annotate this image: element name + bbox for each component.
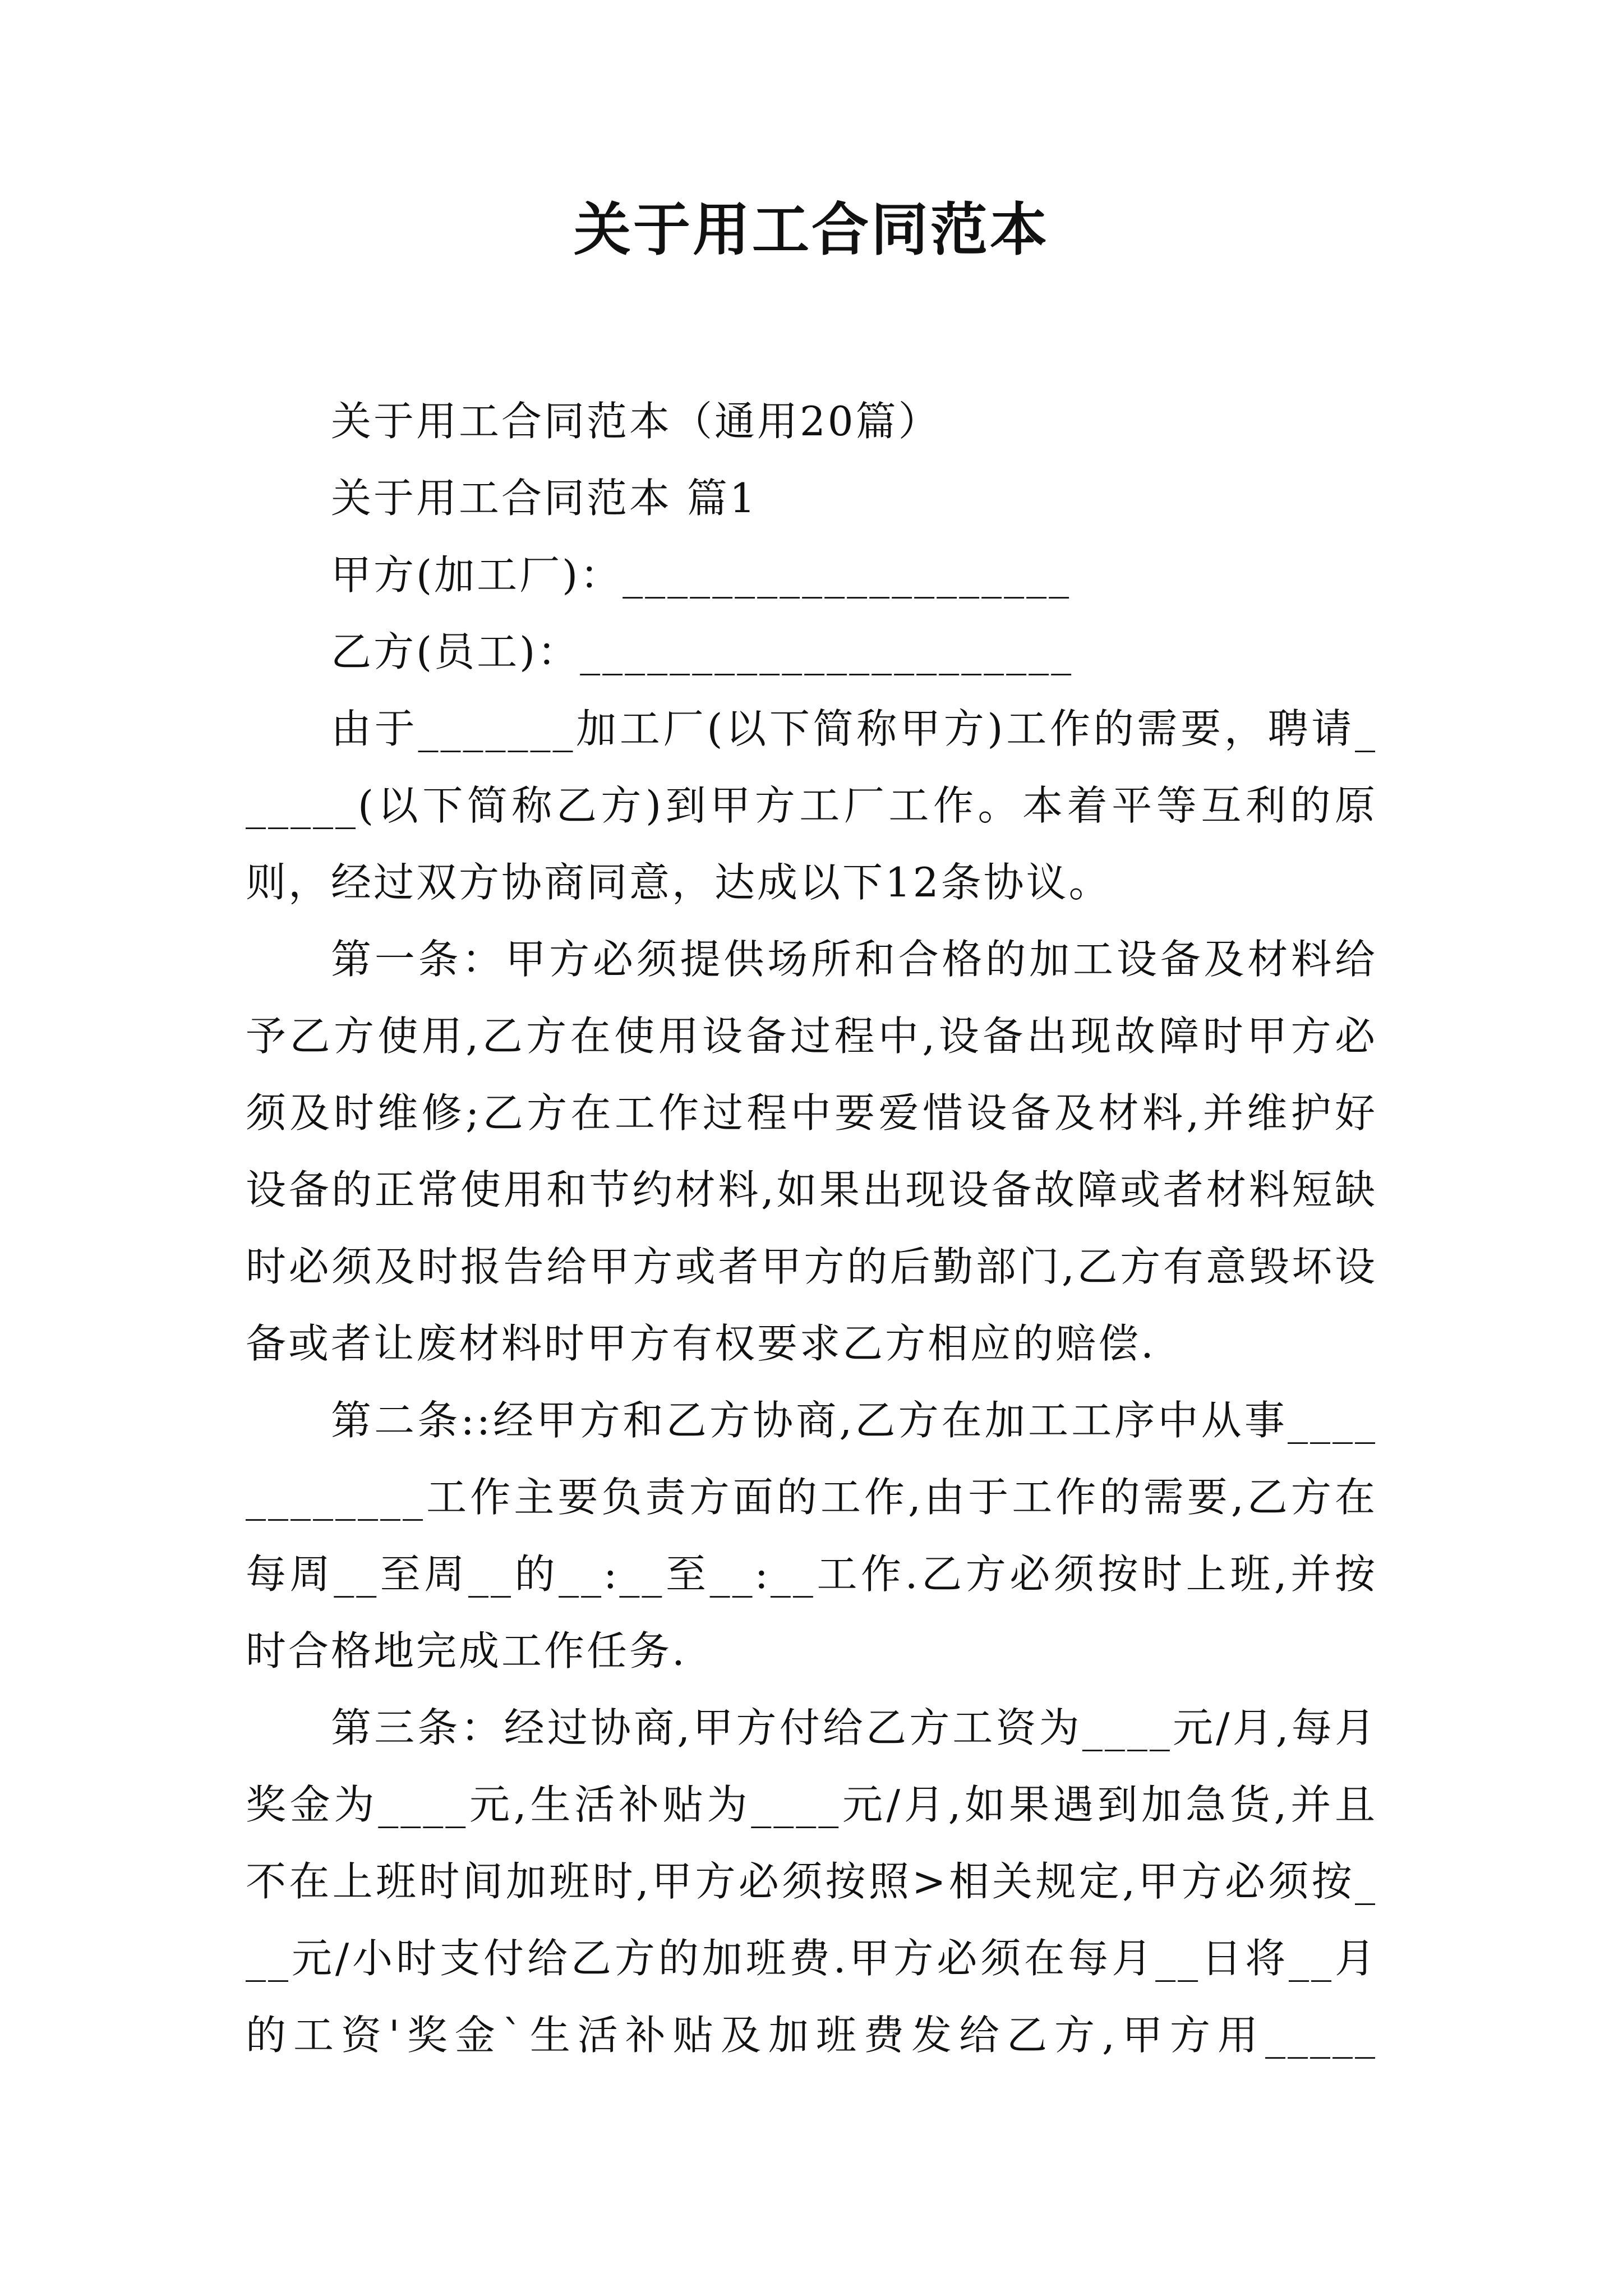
paragraph-intro: 由于_______加工厂(以下简称甲方)工作的需要，聘请______(以下简称乙方)到甲方工厂工作。本着平等互利的原则，经过双方协商同意，达成以下12条协议。 xyxy=(246,705,1377,906)
paragraph-article-1: 第一条：甲方必须提供场所和合格的加工设备及材料给予乙方使用,乙方在使用设备过程中,设备出现故障时甲方必须及时维修;乙方在工作过程中要爱惜设备及材料,并维护好设备的正常使用和节约材料,如果出现设备故障或者材料短缺时必须及时报告给甲方或者甲方的后勤部门,乙方有意毁坏设备或者让废材料时甲方有权要求乙方相应的赔偿. xyxy=(246,936,1377,1367)
paragraph-party-a: 甲方(加工厂)：____________________ xyxy=(331,551,1072,599)
paragraph-section-heading: 关于用工合同范本 篇1 xyxy=(331,475,758,522)
document-body xyxy=(246,383,1377,2074)
document-title: 关于用工合同范本 xyxy=(574,196,1049,264)
paragraph-article-2: 第二条::经甲方和乙方协商,乙方在加工工序中从事____________工作主要负责方面的工作,由于工作的需要,乙方在每周__至周__的__:__至__:__工作.乙方必须按时上班,并按时合格地完成工作任务. xyxy=(246,1397,1377,1674)
paragraph-subtitle: 关于用工合同范本（通用20篇） xyxy=(331,398,941,445)
paragraph-article-3: 第三条：经过协商,甲方付给乙方工资为____元/月,每月奖金为____元,生活补贴为____元/月,如果遇到加急货,并且不在上班时间加班时,甲方必须按照>相关规定,甲方必须按___元/小时支付给乙方的加班费.甲方必须在每月__日将__月的工资'奖金`生活补贴及加班费发给乙方,甲方用_____ xyxy=(246,1704,1377,2059)
paragraph-party-b: 乙方(员工)：______________________ xyxy=(331,628,1074,675)
